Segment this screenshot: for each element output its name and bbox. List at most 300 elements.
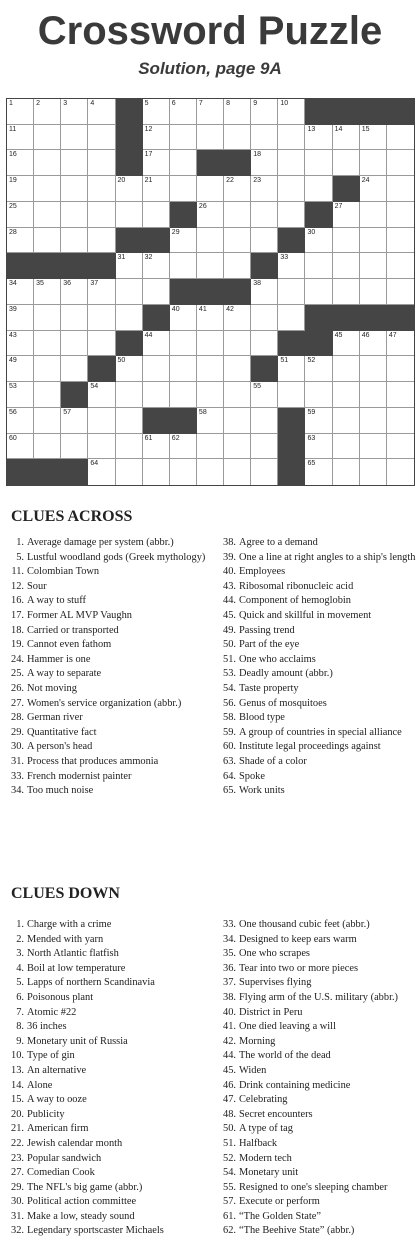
grid-cell[interactable] xyxy=(170,176,197,202)
grid-cell[interactable] xyxy=(197,99,224,125)
grid-cell[interactable] xyxy=(278,253,305,279)
clue-text: Deadly amount (abbr.) xyxy=(239,668,333,680)
grid-cell[interactable] xyxy=(143,331,170,357)
clue-text: Blood type xyxy=(239,712,285,724)
clue-text: Political action committee xyxy=(27,1196,137,1208)
grid-cell[interactable] xyxy=(34,125,61,151)
grid-cell[interactable] xyxy=(116,459,143,485)
grid-cell[interactable] xyxy=(34,99,61,125)
grid-cell[interactable] xyxy=(116,382,143,408)
grid-cell[interactable] xyxy=(251,305,278,331)
grid-cell[interactable] xyxy=(278,202,305,228)
grid-cell[interactable] xyxy=(116,202,143,228)
clue-text: Modern tech xyxy=(239,1152,292,1164)
grid-cell[interactable] xyxy=(88,176,115,202)
grid-cell[interactable] xyxy=(333,228,360,254)
grid-cell[interactable] xyxy=(116,253,143,279)
grid-cell[interactable] xyxy=(143,382,170,408)
grid-cell[interactable] xyxy=(116,279,143,305)
clue-text: German river xyxy=(27,712,83,724)
grid-cell[interactable] xyxy=(88,279,115,305)
grid-block xyxy=(278,459,305,485)
cell-number: 24 xyxy=(361,177,370,185)
grid-cell[interactable] xyxy=(7,99,34,125)
grid-cell[interactable] xyxy=(88,228,115,254)
clue-item xyxy=(8,594,208,609)
grid-block xyxy=(360,305,387,331)
cell-number: 27 xyxy=(334,202,343,210)
grid-cell[interactable] xyxy=(387,228,414,254)
grid-cell[interactable] xyxy=(61,125,88,151)
grid-cell[interactable] xyxy=(251,202,278,228)
clue-text: Employees xyxy=(239,566,286,578)
clue-number: 26. xyxy=(11,682,24,694)
grid-cell[interactable] xyxy=(360,331,387,357)
grid-cell[interactable] xyxy=(143,459,170,485)
grid-cell[interactable] xyxy=(305,382,332,408)
clue-text: Sour xyxy=(27,580,47,592)
grid-cell[interactable] xyxy=(7,279,34,305)
grid-block xyxy=(333,305,360,331)
cell-number: 38 xyxy=(253,280,261,288)
grid-cell[interactable] xyxy=(7,305,34,331)
grid-block xyxy=(305,202,332,228)
clue-item xyxy=(220,667,420,682)
grid-cell[interactable] xyxy=(251,125,278,151)
grid-cell[interactable] xyxy=(7,125,34,151)
grid-cell[interactable] xyxy=(278,305,305,331)
grid-cell[interactable] xyxy=(251,382,278,408)
grid-cell[interactable] xyxy=(116,305,143,331)
grid-cell[interactable] xyxy=(360,279,387,305)
grid-cell[interactable] xyxy=(7,331,34,357)
grid-cell[interactable] xyxy=(197,202,224,228)
grid-cell[interactable] xyxy=(170,253,197,279)
grid-cell[interactable] xyxy=(61,279,88,305)
grid-block xyxy=(61,459,88,485)
clue-text: One who scrapes xyxy=(239,948,310,960)
clue-item xyxy=(8,1049,213,1064)
grid-cell[interactable] xyxy=(34,356,61,382)
clue-text: Drink containing medicine xyxy=(239,1079,351,1091)
clue-text: One thousand cubic feet (abbr.) xyxy=(239,919,370,930)
clues-down-left-column xyxy=(8,918,213,1239)
grid-cell[interactable] xyxy=(333,382,360,408)
grid-cell[interactable] xyxy=(197,228,224,254)
grid-cell[interactable] xyxy=(333,408,360,434)
grid-cell[interactable] xyxy=(170,305,197,331)
grid-cell[interactable] xyxy=(34,150,61,176)
cell-number: 47 xyxy=(388,331,397,339)
cell-number: 51 xyxy=(280,357,289,365)
grid-cell[interactable] xyxy=(197,305,224,331)
clue-number: 32. xyxy=(11,1225,24,1237)
grid-cell[interactable] xyxy=(224,459,251,485)
grid-block xyxy=(170,279,197,305)
clue-number: 49. xyxy=(223,624,236,636)
grid-cell[interactable] xyxy=(387,176,414,202)
grid-cell[interactable] xyxy=(387,434,414,460)
clue-item xyxy=(220,962,420,977)
grid-cell[interactable] xyxy=(251,459,278,485)
clue-item xyxy=(220,1181,420,1196)
grid-cell[interactable] xyxy=(224,202,251,228)
grid-cell[interactable] xyxy=(333,356,360,382)
clue-text: North Atlantic flatfish xyxy=(27,948,119,960)
clue-text: A group of countries in special alliance xyxy=(239,726,402,738)
grid-cell[interactable] xyxy=(305,228,332,254)
grid-cell[interactable] xyxy=(387,408,414,434)
grid-block xyxy=(278,408,305,434)
grid-cell[interactable] xyxy=(360,202,387,228)
grid-cell[interactable] xyxy=(88,331,115,357)
grid-cell[interactable] xyxy=(224,176,251,202)
clue-text: One died leaving a will xyxy=(239,1021,336,1033)
grid-cell[interactable] xyxy=(360,228,387,254)
clue-text: Quick and skillful in movement xyxy=(239,609,372,621)
clue-item xyxy=(8,933,213,948)
grid-cell[interactable] xyxy=(143,356,170,382)
clue-item xyxy=(220,565,420,580)
grid-cell[interactable] xyxy=(34,408,61,434)
grid-cell[interactable] xyxy=(360,150,387,176)
cell-number: 2 xyxy=(36,100,41,107)
grid-cell[interactable] xyxy=(197,408,224,434)
grid-cell[interactable] xyxy=(333,459,360,485)
clue-number: 40. xyxy=(223,1006,236,1018)
cell-number: 12 xyxy=(144,125,153,133)
grid-cell[interactable] xyxy=(224,125,251,151)
clue-text: District in Peru xyxy=(239,1006,303,1018)
grid-cell[interactable] xyxy=(143,202,170,228)
grid-cell[interactable] xyxy=(88,305,115,331)
grid-cell[interactable] xyxy=(116,176,143,202)
grid-cell[interactable] xyxy=(224,356,251,382)
grid-cell[interactable] xyxy=(88,459,115,485)
grid-cell[interactable] xyxy=(333,125,360,151)
grid-block xyxy=(387,99,414,125)
grid-cell[interactable] xyxy=(143,99,170,125)
grid-cell[interactable] xyxy=(61,99,88,125)
clue-number: 6. xyxy=(16,991,24,1003)
grid-cell[interactable] xyxy=(360,125,387,151)
grid-cell[interactable] xyxy=(143,434,170,460)
grid-cell[interactable] xyxy=(34,305,61,331)
grid-block xyxy=(7,253,34,279)
grid-block xyxy=(197,150,224,176)
grid-cell[interactable] xyxy=(305,125,332,151)
grid-cell[interactable] xyxy=(170,150,197,176)
clue-text: American firm xyxy=(27,1123,89,1135)
clue-number: 50. xyxy=(223,1123,236,1135)
grid-cell[interactable] xyxy=(170,228,197,254)
cell-number: 45 xyxy=(334,331,343,339)
grid-cell[interactable] xyxy=(278,125,305,151)
clue-text: Carried or transported xyxy=(27,624,119,636)
clue-item xyxy=(8,726,208,741)
grid-cell[interactable] xyxy=(224,253,251,279)
grid-cell[interactable] xyxy=(7,382,34,408)
cell-number: 21 xyxy=(144,177,153,185)
clue-text: Lapps of northern Scandinavia xyxy=(27,977,155,989)
grid-cell[interactable] xyxy=(224,382,251,408)
grid-cell[interactable] xyxy=(7,176,34,202)
clue-number: 5. xyxy=(16,977,24,989)
grid-cell[interactable] xyxy=(224,331,251,357)
clue-number: 45. xyxy=(223,1064,236,1076)
grid-cell[interactable] xyxy=(333,150,360,176)
grid-cell[interactable] xyxy=(197,253,224,279)
grid-cell[interactable] xyxy=(7,408,34,434)
cell-number: 23 xyxy=(253,177,261,185)
grid-cell[interactable] xyxy=(387,331,414,357)
grid-cell[interactable] xyxy=(116,434,143,460)
grid-block xyxy=(305,99,332,125)
grid-cell[interactable] xyxy=(61,228,88,254)
grid-cell[interactable] xyxy=(333,434,360,460)
grid-cell[interactable] xyxy=(61,202,88,228)
clue-item xyxy=(8,784,208,799)
grid-cell[interactable] xyxy=(170,356,197,382)
cell-number: 46 xyxy=(361,331,370,339)
clue-number: 59. xyxy=(223,726,236,738)
cell-number: 17 xyxy=(144,151,153,159)
clue-number: 53. xyxy=(223,668,236,680)
grid-cell[interactable] xyxy=(61,150,88,176)
clue-item xyxy=(8,711,208,726)
grid-block xyxy=(278,228,305,254)
clue-text: Taste property xyxy=(239,682,299,694)
grid-cell[interactable] xyxy=(170,99,197,125)
clue-text: Colombian Town xyxy=(27,566,100,578)
cell-number: 61 xyxy=(144,434,153,442)
grid-cell[interactable] xyxy=(143,176,170,202)
grid-cell[interactable] xyxy=(251,434,278,460)
clue-text: The NFL's big game (abbr.) xyxy=(27,1181,143,1193)
clue-text: Ribosomal ribonucleic acid xyxy=(239,580,354,592)
grid-cell[interactable] xyxy=(170,382,197,408)
grid-cell[interactable] xyxy=(197,459,224,485)
grid-cell[interactable] xyxy=(34,202,61,228)
grid-cell[interactable] xyxy=(333,202,360,228)
cell-number: 20 xyxy=(117,177,126,185)
clue-text: Monetary unit xyxy=(239,1167,299,1179)
grid-cell[interactable] xyxy=(224,434,251,460)
grid-cell[interactable] xyxy=(278,356,305,382)
grid-block xyxy=(333,176,360,202)
grid-cell[interactable] xyxy=(88,408,115,434)
grid-cell[interactable] xyxy=(197,356,224,382)
clue-item xyxy=(8,1166,213,1181)
grid-cell[interactable] xyxy=(387,382,414,408)
grid-cell[interactable] xyxy=(360,434,387,460)
grid-block xyxy=(278,434,305,460)
grid-cell[interactable] xyxy=(170,434,197,460)
clue-text: Charge with a crime xyxy=(27,919,112,930)
grid-cell[interactable] xyxy=(278,382,305,408)
clue-item xyxy=(8,1122,213,1137)
grid-cell[interactable] xyxy=(278,99,305,125)
grid-cell[interactable] xyxy=(197,382,224,408)
grid-cell[interactable] xyxy=(61,408,88,434)
grid-cell[interactable] xyxy=(34,382,61,408)
clue-number: 55. xyxy=(223,1181,236,1193)
clue-number: 34. xyxy=(223,933,236,945)
grid-cell[interactable] xyxy=(360,382,387,408)
grid-cell[interactable] xyxy=(305,434,332,460)
grid-cell[interactable] xyxy=(143,279,170,305)
grid-cell[interactable] xyxy=(61,434,88,460)
clue-text: Legendary sportscaster Michaels xyxy=(27,1225,164,1237)
grid-cell[interactable] xyxy=(34,176,61,202)
grid-cell[interactable] xyxy=(251,150,278,176)
grid-cell[interactable] xyxy=(197,125,224,151)
grid-cell[interactable] xyxy=(197,331,224,357)
clue-text: Former AL MVP Vaughn xyxy=(27,609,132,621)
cell-number: 52 xyxy=(307,357,316,365)
grid-cell[interactable] xyxy=(197,434,224,460)
grid-cell[interactable] xyxy=(170,459,197,485)
clue-number: 28. xyxy=(11,712,24,724)
clue-item xyxy=(220,784,420,799)
grid-cell[interactable] xyxy=(61,356,88,382)
grid-cell[interactable] xyxy=(305,253,332,279)
grid-cell[interactable] xyxy=(61,331,88,357)
grid-cell[interactable] xyxy=(7,356,34,382)
cell-number: 22 xyxy=(226,177,234,185)
grid-cell[interactable] xyxy=(88,382,115,408)
cell-number: 8 xyxy=(226,100,230,107)
clue-number: 13. xyxy=(11,1064,24,1076)
grid-cell[interactable] xyxy=(387,125,414,151)
grid-cell[interactable] xyxy=(34,331,61,357)
grid-cell[interactable] xyxy=(387,253,414,279)
grid-cell[interactable] xyxy=(251,228,278,254)
clue-number: 22. xyxy=(11,1137,24,1149)
clue-text: Cannot even fathom xyxy=(27,639,112,651)
grid-cell[interactable] xyxy=(360,356,387,382)
grid-cell[interactable] xyxy=(278,279,305,305)
clue-number: 15. xyxy=(11,1094,24,1106)
clue-number: 3. xyxy=(16,948,24,960)
clue-item xyxy=(220,918,420,933)
grid-cell[interactable] xyxy=(34,228,61,254)
cell-number: 36 xyxy=(63,280,72,288)
grid-block xyxy=(116,125,143,151)
grid-cell[interactable] xyxy=(88,150,115,176)
cell-number: 19 xyxy=(9,177,17,185)
clue-number: 1. xyxy=(16,919,24,930)
clue-item xyxy=(220,1020,420,1035)
grid-cell[interactable] xyxy=(360,459,387,485)
grid-cell[interactable] xyxy=(170,125,197,151)
cell-number: 44 xyxy=(144,331,153,339)
grid-cell[interactable] xyxy=(305,150,332,176)
clue-item xyxy=(220,1152,420,1167)
clue-item xyxy=(220,991,420,1006)
grid-cell[interactable] xyxy=(387,150,414,176)
grid-cell[interactable] xyxy=(387,459,414,485)
clue-text: A type of tag xyxy=(239,1123,293,1135)
grid-cell[interactable] xyxy=(224,99,251,125)
grid-cell[interactable] xyxy=(251,331,278,357)
grid-cell[interactable] xyxy=(305,279,332,305)
grid-cell[interactable] xyxy=(251,279,278,305)
grid-cell[interactable] xyxy=(387,202,414,228)
clue-number: 54. xyxy=(223,682,236,694)
grid-cell[interactable] xyxy=(34,434,61,460)
grid-cell[interactable] xyxy=(88,99,115,125)
grid-cell[interactable] xyxy=(333,331,360,357)
grid-cell[interactable] xyxy=(88,202,115,228)
grid-cell[interactable] xyxy=(278,176,305,202)
grid-cell[interactable] xyxy=(360,408,387,434)
grid-cell[interactable] xyxy=(7,202,34,228)
clue-number: 14. xyxy=(11,1079,24,1091)
grid-cell[interactable] xyxy=(278,150,305,176)
grid-block xyxy=(278,331,305,357)
clues-across-heading: CLUES ACROSS xyxy=(11,508,133,525)
grid-cell[interactable] xyxy=(88,125,115,151)
grid-cell[interactable] xyxy=(224,228,251,254)
grid-cell[interactable] xyxy=(333,253,360,279)
grid-cell[interactable] xyxy=(305,408,332,434)
grid-cell[interactable] xyxy=(61,305,88,331)
grid-cell[interactable] xyxy=(305,459,332,485)
grid-cell[interactable] xyxy=(116,356,143,382)
clue-text: A person's head xyxy=(27,741,93,753)
grid-cell[interactable] xyxy=(224,305,251,331)
grid-cell[interactable] xyxy=(143,125,170,151)
grid-cell[interactable] xyxy=(116,408,143,434)
grid-cell[interactable] xyxy=(7,228,34,254)
grid-cell[interactable] xyxy=(387,279,414,305)
clue-text: Execute or perform xyxy=(239,1196,320,1208)
grid-cell[interactable] xyxy=(333,279,360,305)
clue-number: 51. xyxy=(223,1137,236,1149)
clue-number: 47. xyxy=(223,1094,236,1106)
grid-cell[interactable] xyxy=(387,356,414,382)
clue-item xyxy=(220,1224,420,1239)
grid-cell[interactable] xyxy=(143,253,170,279)
grid-cell[interactable] xyxy=(7,434,34,460)
grid-cell[interactable] xyxy=(224,408,251,434)
grid-block xyxy=(333,99,360,125)
grid-cell[interactable] xyxy=(170,331,197,357)
grid-cell[interactable] xyxy=(61,176,88,202)
grid-cell[interactable] xyxy=(251,99,278,125)
grid-cell[interactable] xyxy=(251,176,278,202)
grid-cell[interactable] xyxy=(34,279,61,305)
clue-item xyxy=(8,770,208,785)
grid-cell[interactable] xyxy=(360,176,387,202)
grid-cell[interactable] xyxy=(360,253,387,279)
clue-number: 23. xyxy=(11,1152,24,1164)
clue-text: Tear into two or more pieces xyxy=(239,962,359,974)
clue-item xyxy=(8,947,213,962)
grid-cell[interactable] xyxy=(88,434,115,460)
grid-cell[interactable] xyxy=(305,176,332,202)
clue-number: 19. xyxy=(11,639,24,651)
grid-cell[interactable] xyxy=(7,150,34,176)
cell-number: 10 xyxy=(280,100,289,107)
clue-text: Component of hemoglobin xyxy=(239,595,351,607)
grid-cell[interactable] xyxy=(251,408,278,434)
grid-cell[interactable] xyxy=(305,356,332,382)
grid-cell[interactable] xyxy=(143,150,170,176)
clue-item xyxy=(220,726,420,741)
grid-cell[interactable] xyxy=(197,176,224,202)
